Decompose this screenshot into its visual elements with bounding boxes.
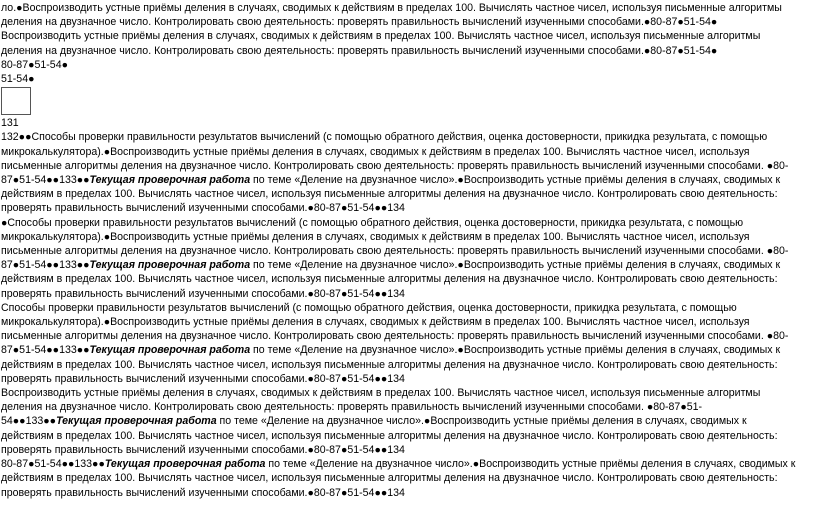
empty-table-cell — [1, 87, 31, 115]
text-segment: действиям в пределах 100. Вычислять частное чисел, используя письменные алгоритмы деления на двузначное число. Контролировать свою деятельность: — [1, 273, 778, 286]
text-segment: по теме «Деление на двузначное число».●Воспроизводить устные приёмы деления в случаях, сводимых к — [216, 415, 747, 428]
text-segment: письменные алгоритмы деления на двузначное число. Контролировать свою деятельность: проверять правильность вычислений изученными способами. ●80- — [1, 159, 789, 172]
text-segment: по теме «Деление на двузначное число».●Воспроизводить устные приёмы деления в случаях, сводимых к — [265, 458, 796, 471]
text-line — [1, 187, 812, 201]
text-line — [1, 173, 812, 187]
text-segment: деления на двузначное число. Контролировать свою деятельность: проверять правильность вычислений изученными способами.●80-87●51-54● — [1, 44, 718, 57]
text-line — [1, 372, 812, 386]
bold-italic-heading: Текущая проверочная работа — [89, 259, 251, 272]
text-line — [1, 414, 812, 428]
text-line — [1, 471, 812, 485]
text-line — [1, 301, 812, 315]
text-line — [1, 443, 812, 457]
text-segment: проверять правильность вычислений изученными способами.●80-87●51-54●●134 — [1, 287, 405, 300]
text-segment: 54●●133●● — [1, 415, 57, 428]
text-segment: 51-54● — [1, 73, 35, 86]
text-segment: Воспроизводить устные приёмы деления в случаях, сводимых к действиям в пределах 100. Вычислять частное чисел, используя письменные алгоритмы — [1, 387, 761, 400]
text-line — [1, 457, 812, 471]
text-segment: микрокалькулятора).●Воспроизводить устные приёмы деления в случаях, сводимых к действиям в пределах 100. Вычислять частное чисел, используя — [1, 316, 750, 329]
text-segment: Способы проверки правильности результатов вычислений (с помощью обратного действия, оценка достоверности, прикидка результата, с помощью — [1, 301, 737, 314]
text-line — [1, 315, 812, 329]
text-segment: действиям в пределах 100. Вычислять частное чисел, используя письменные алгоритмы деления на двузначное число. Контролировать свою деятельность: — [1, 358, 778, 371]
text-segment: 80-87●51-54●●133●● — [1, 458, 105, 471]
text-line — [1, 400, 812, 414]
text-segment: проверять правильность вычислений изученными способами.●80-87●51-54●●134 — [1, 202, 405, 215]
bold-italic-heading: Текущая проверочная работа — [104, 458, 266, 471]
text-line — [1, 230, 812, 244]
text-segment: микрокалькулятора).●Воспроизводить устные приёмы деления в случаях, сводимых к действиям в пределах 100. Вычислять частное чисел, используя — [1, 145, 750, 158]
text-segment: ●Способы проверки правильности результатов вычислений (с помощью обратного действия, оценка достоверности, прикидка результата, с помощью — [1, 216, 744, 229]
text-line — [1, 216, 812, 230]
text-segment: деления на двузначное число. Контролировать свою деятельность: проверять правильность вычислений изученными способами. ●80-87●51- — [1, 401, 703, 414]
text-segment: 87●51-54●●133●● — [1, 174, 90, 187]
text-segment: проверять правильность вычислений изученными способами.●80-87●51-54●●134 — [1, 372, 405, 385]
text-line — [1, 244, 812, 258]
text-segment: 80-87●51-54● — [1, 58, 68, 71]
text-line — [1, 486, 812, 500]
text-line — [1, 72, 812, 86]
text-segment: действиям в пределах 100. Вычислять частное чисел, используя письменные алгоритмы деления на двузначное число. Контролировать свою деятельность: — [1, 188, 778, 201]
text-segment: 87●51-54●●133●● — [1, 259, 90, 272]
text-segment: письменные алгоритмы деления на двузначное число. Контролировать свою деятельность: проверять правильность вычислений изученными способами. ●80- — [1, 245, 789, 258]
text-line — [1, 1, 812, 15]
text-line — [1, 358, 812, 372]
text-segment: 132●●Способы проверки правильности результатов вычислений (с помощью обратного действия, оценка достоверности, прикидка результата, с помощью — [1, 131, 768, 144]
text-segment: проверять правильность вычислений изученными способами.●80-87●51-54●●134 — [1, 443, 405, 456]
text-line — [1, 44, 812, 58]
text-block-main — [1, 130, 812, 499]
text-line — [1, 29, 812, 43]
text-line — [1, 329, 812, 343]
text-segment: ло.●Воспроизводить устные приёмы деления в случаях, сводимых к действиям в пределах 100. Вычислять частное чисел, используя письменные алгоритмы — [1, 2, 782, 14]
text-segment: по теме «Деление на двузначное число».●Воспроизводить устные приёмы деления в случаях, сводимых к — [250, 259, 781, 272]
bold-italic-heading: Текущая проверочная работа — [89, 344, 251, 357]
text-segment: по теме «Деление на двузначное число».●Воспроизводить устные приёмы деления в случаях, сводимых к — [250, 174, 781, 187]
text-segment: проверять правильность вычислений изученными способами.●80-87●51-54●●134 — [1, 486, 405, 499]
text-line — [1, 15, 812, 29]
text-line — [1, 258, 812, 272]
text-line — [1, 201, 812, 215]
text-line — [1, 386, 812, 400]
text-segment: Воспроизводить устные приёмы деления в случаях, сводимых к действиям в пределах 100. Вычислять частное чисел, используя письменные алгоритмы — [1, 30, 761, 43]
page-number-131: 131 — [1, 117, 19, 130]
text-block-top — [1, 1, 812, 86]
bold-italic-heading: Текущая проверочная работа — [56, 415, 217, 428]
text-line — [1, 287, 812, 301]
text-line — [1, 145, 812, 159]
text-segment: действиям в пределах 100. Вычислять частное чисел, используя письменные алгоритмы деления на двузначное число. Контролировать свою деятельность: — [1, 472, 778, 485]
text-line — [1, 272, 812, 286]
text-line — [1, 130, 812, 144]
text-line — [1, 159, 812, 173]
text-segment: деления на двузначное число. Контролировать свою деятельность: проверять правильность вычислений изученными способами.●80-87●51-54● — [1, 16, 718, 29]
text-line — [1, 58, 812, 72]
text-segment: 87●51-54●●133●● — [1, 344, 90, 357]
text-segment: по теме «Деление на двузначное число».●Воспроизводить устные приёмы деления в случаях, сводимых к — [250, 344, 781, 357]
text-line — [1, 429, 812, 443]
text-segment: письменные алгоритмы деления на двузначное число. Контролировать свою деятельность: проверять правильность вычислений изученными способами. ●80- — [1, 330, 789, 343]
bold-italic-heading: Текущая проверочная работа — [89, 174, 251, 187]
text-line — [1, 343, 812, 357]
text-segment: микрокалькулятора).●Воспроизводить устные приёмы деления в случаях, сводимых к действиям в пределах 100. Вычислять частное чисел, используя — [1, 230, 750, 243]
text-segment: действиям в пределах 100. Вычислять частное чисел, используя письменные алгоритмы деления на двузначное число. Контролировать свою деятельность: — [1, 429, 778, 442]
